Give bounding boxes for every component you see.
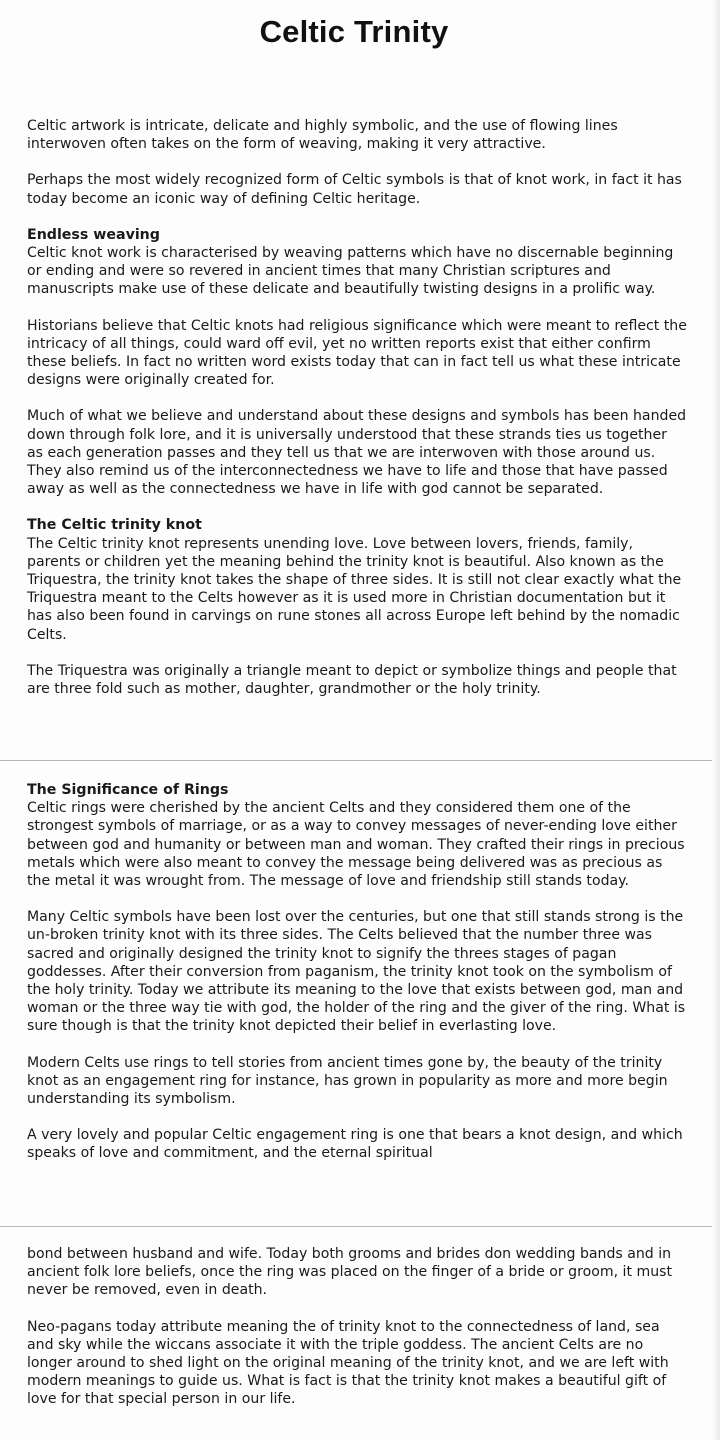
section-knot-work [27, 117, 687, 698]
paragraph-modern-celts: Modern Celts use rings to tell stories from ancient times gone by, the beauty of the trinity knot as an engagement ring for instance, has grown in popularity as more and more begin understanding its symbolism. [27, 1054, 668, 1108]
paragraph-engagement-ring: A very lovely and popular Celtic engagement ring is one that bears a knot design, and which speaks of love and commitment, and the eternal spiritual [27, 1127, 683, 1162]
paragraph-endless-weaving [27, 226, 687, 299]
section-rings [27, 781, 687, 1163]
page-divider [0, 760, 714, 761]
paragraph-neo-pagans: Neo-pagans today attribute meaning the of trinity knot to the connectedness of land, sea and sky while the wiccans associate it with the triple goddess. The ancient Celts are no longer around to shed light on the original meaning of the trinity knot, and we are left with modern meanings to guide us. What is fact is that the trinity knot makes a beautiful gift of love for that special person in our life. [27, 1318, 669, 1408]
page-title: Celtic Trinity [259, 14, 449, 49]
paragraph-trinity-knot [27, 516, 687, 643]
paragraph-historians: Historians believe that Celtic knots had religious significance which were meant to reflect the intricacy of all things, could ward off evil, yet no written reports exist that either confirm these beliefs. In fact no written word exists today that can in fact tell us what these intricate designs were originally created for. [27, 317, 687, 389]
paragraph-endless-weaving-text: Celtic knot work is characterised by weaving patterns which have no discernable beginning or ending and were so revered in ancient times that many Christian scriptures and manuscripts make use of these delicate and beautifully twisting designs in a prolific way. [27, 245, 674, 298]
paragraph-intro: Celtic artwork is intricate, delicate and highly symbolic, and the use of flowing lines interwoven often takes on the form of weaving, making it very attractive. [27, 118, 618, 153]
page-divider [0, 1226, 714, 1227]
paragraph-trinity-knot-text: The Celtic trinity knot represents unending love. Love between lovers, friends, family, parents or children yet the meaning behind the trinity knot is beautiful. Also known as the Triquestra, the trinity knot takes the shape of three sides. It is still not clear exactly what the Triquestra meant to the Celts however as it is used more in Christian documentation but it has also been found in carvings on rune stones all across Europe left behind by the nomadic Celts. [27, 535, 682, 643]
section-continuation [27, 1245, 687, 1409]
paragraph-knot-work: Perhaps the most widely recognized form of Celtic symbols is that of knot work, in fact it has today become an iconic way of defining Celtic heritage. [27, 172, 682, 207]
scan-edge [712, 0, 720, 1440]
paragraph-rings-text: Celtic rings were cherished by the ancient Celts and they considered them one of the strongest symbols of marriage, or as a way to convey messages of never-ending love either between god and humanity or between man and woman. They crafted their rings in precious metals which were also meant to convey the message being delivered was as precious as the metal it was wrought from. The message of love and friendship still stands today. [27, 800, 685, 890]
paragraph-rings [27, 781, 687, 890]
heading-endless-weaving: Endless weaving [27, 226, 160, 243]
paragraph-lost-symbols: Many Celtic symbols have been lost over the centuries, but one that still stands strong is the un-broken trinity knot with its three sides. The Celts believed that the number three was sacred and originally designed the trinity knot to signify the threes stages of pagan goddesses. After their conversion from paganism, the trinity knot took on the symbolism of the holy trinity. Today we attribute its meaning to the love that exists between god, man and woman or the three way tie with god, the holder of the ring and the giver of the ring. What is sure though is that the trinity knot depicted their belief in everlasting love. [27, 909, 686, 1035]
paragraph-triquestra: The Triquestra was originally a triangle meant to depict or symbolize things and people that are three fold such as mother, daughter, grandmother or the holy trinity. [27, 662, 677, 698]
paragraph-folk-lore: Much of what we believe and understand about these designs and symbols has been handed down through folk lore, and it is universally understood that these strands ties us together as each generation passes and they tell us that we are interwoven with those around us. They also remind us of the interconnectedness we have to life and those that have passed away as well as the connectedness we have in life with god cannot be separated. [27, 408, 687, 498]
heading-significance-of-rings: The Significance of Rings [27, 782, 229, 798]
heading-celtic-trinity-knot: The Celtic trinity knot [27, 517, 202, 534]
paragraph-wedding-bands: bond between husband and wife. Today both grooms and brides don wedding bands and in ancient folk lore beliefs, once the ring was placed on the finger of a bride or groom, it must never be removed, even in death. [27, 1246, 673, 1299]
